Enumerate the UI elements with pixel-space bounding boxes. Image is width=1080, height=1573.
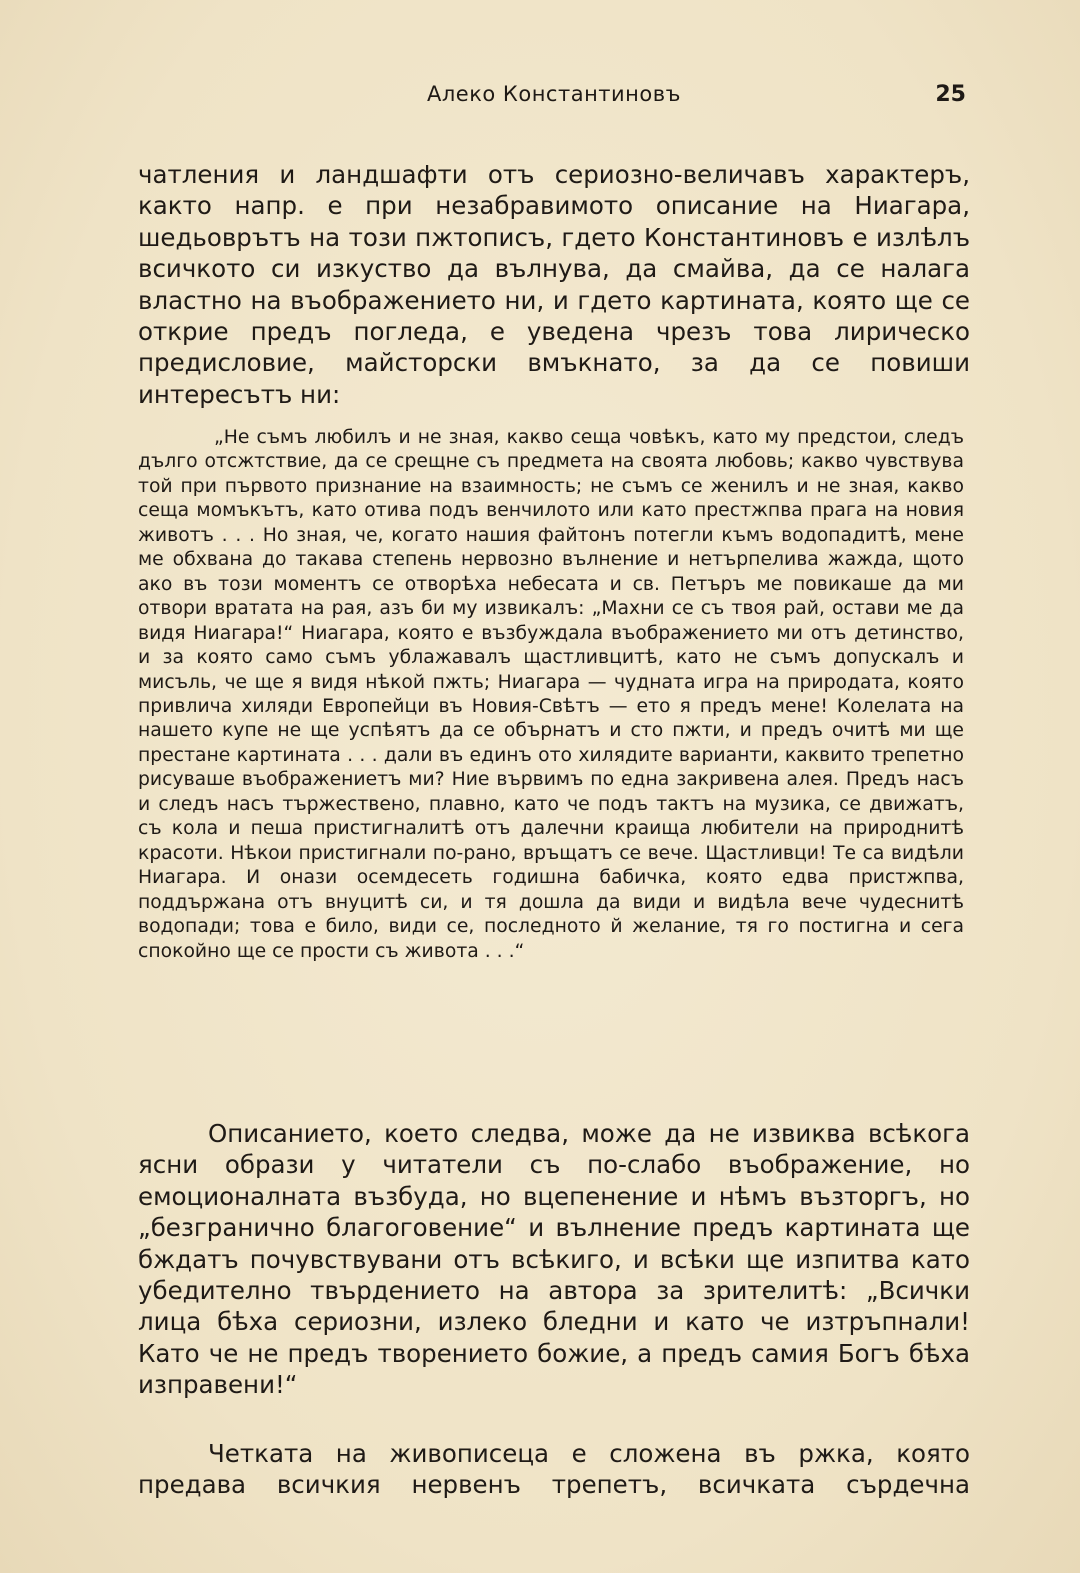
paragraph-painter: Четката на живописеца е сложена въ ржка, която предава всичкия нервенъ трепетъ, всичката сърдечна — [138, 1439, 970, 1500]
paragraph-description: Описанието, което следва, може да не извиква всѣкога ясни образи у читатели съ по-слабо въображение, но емоционалната възбуда, но вцепенение и нѣмъ възторгъ, но „безгранично благоговение“ и вълнение предъ картината ще бждатъ почувствувани отъ всѣкиго, и всѣки ще изпитва като убедително твърдението на автора за зрителитѣ: „Всички лица бѣха сериозни, излеко бледни и като че изтръпнали! Като че не предъ творението божие, а предъ самия Богъ бѣха изправени!“ — [138, 1119, 970, 1400]
paragraph-intro: чатления и ландшафти отъ сериозно-величавъ характеръ, както напр. е при незабравимото описание на Ниагара, шедьоврътъ на този пжтописъ, гдето Константиновъ е излѣлъ всичкото си изкуство да вълнува, да смайва, да се налага властно на въображението ни, и гдето картината, която ще се открие предъ погледа, е уведена чрезъ това лирическо предисловие, майсторски вмъкнато, за да се повиши интересътъ ни: — [138, 160, 970, 409]
running-head: Алеко Константиновъ — [427, 82, 681, 106]
page-header — [138, 82, 970, 116]
block-quote: „Не съмъ любилъ и не зная, какво сеща човѣкъ, като му предстои, следъ дълго отсжтствие, да се срещне съ предмета на своята любовь; какво чувствува той при първото признание на взаимность; не съмъ се женилъ и не зная, какво сеща момъкътъ, като отива подъ венчилото или като престжпва прага на новия животъ . . . Но зная, че, когато нашия файтонъ потегли къмъ водопадитѣ, мене ме обхвана до такава степень нервозно вълнение и нетърпелива жажда, щото ако въ този моментъ се отворѣха небесата и св. Петъръ ме повикаше да ми отвори вратата на рая, азъ би му извикалъ: „Махни се съ твоя рай, остави ме да видя Ниагара!“ Ниагара, която е възбуждала въображението ми отъ детинство, и за която само съмъ ублажавалъ щастливцитѣ, като не съмъ допускалъ и мисъль, че ще я видя нѣкой пжть; Ниагара — чудната игра на природата, която привлича хиляди Европейци въ Новия-Свѣтъ — ето я предъ мене! Колелата на нашето купе не ще успѣятъ да се обърнатъ и сто пжти, и предъ очитѣ ми ще престане картината . . . дали въ единъ ото хилядите варианти, каквито трепетно рисуваше въображениетъ ми? Ние вървимъ по една закривена алея. Предъ насъ и следъ насъ тържествено, плавно, като че подъ тактъ на музика, се движатъ, съ кола и пеша пристигналитѣ отъ далечни краища любители на природнитѣ красоти. Нѣкои пристигнали по-рано, връщатъ се вече. Щастливци! Те са видѣли Ниагара. И онази осемдесеть годишна бабичка, която едва пристжпва, поддържана отъ внуцитѣ си, и тя дошла да види и видѣла вече чудеснитѣ водопади; това е било, види се, последното й желание, тя го постигна и сега спокойно ще се прости съ живота . . .“ — [138, 427, 964, 962]
page-number: 25 — [935, 82, 966, 107]
